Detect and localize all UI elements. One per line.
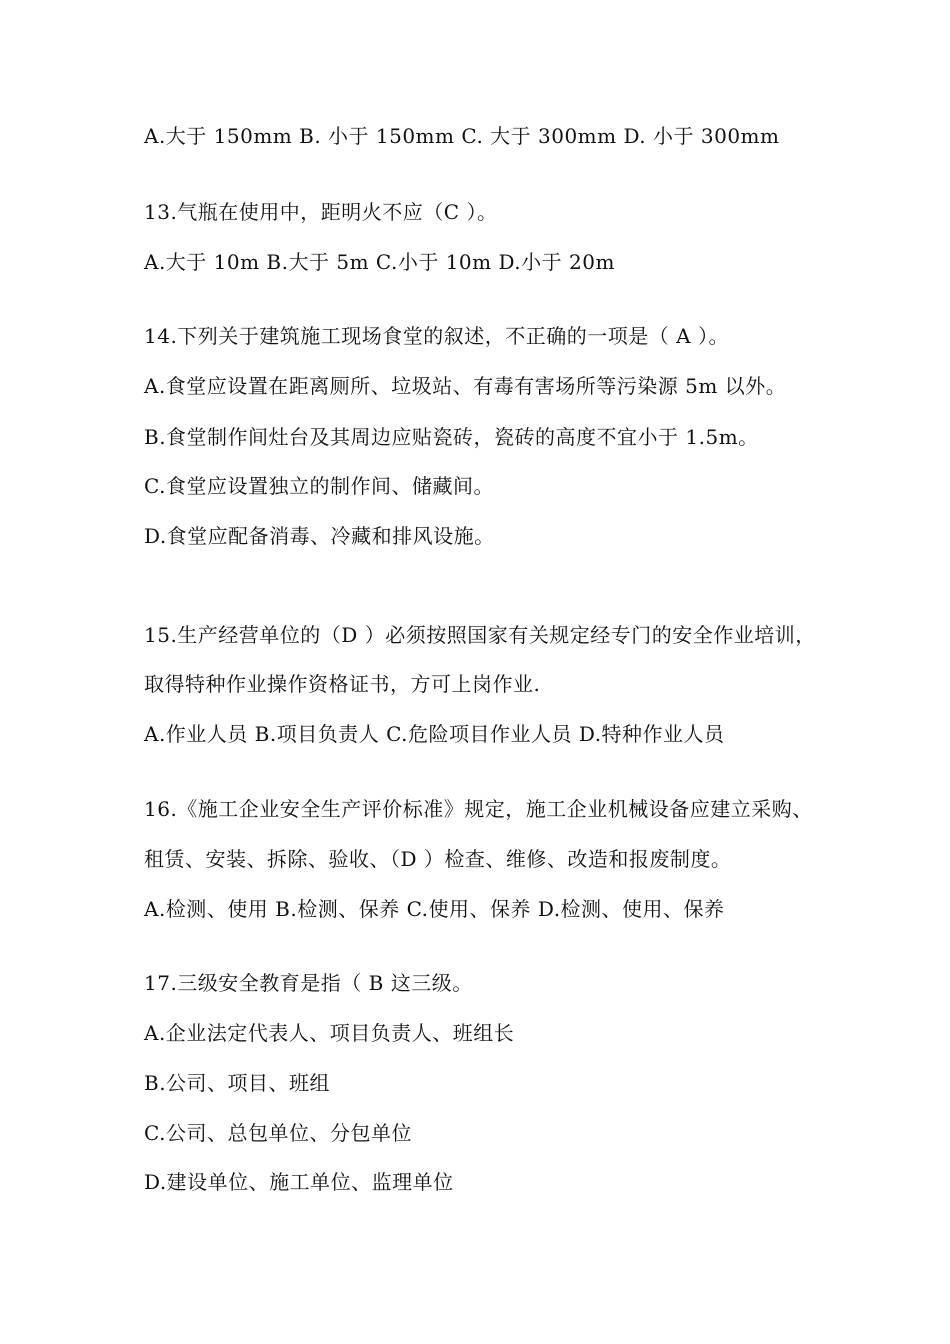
q17-option-d: D.建设单位、施工单位、监理单位 — [144, 1170, 454, 1194]
q14-option-d: D.食堂应配备消毒、冷藏和排风设施。 — [144, 524, 495, 548]
q16-question-line2: 租赁、安装、拆除、验收、（D ）检查、维修、改造和报废制度。 — [144, 847, 732, 871]
q17-option-a: A.企业法定代表人、项目负责人、班组长 — [144, 1021, 515, 1045]
q12-options: A.大于 150mm B. 小于 150mm C. 大于 300mm D. 小于 300mm — [144, 124, 780, 148]
q13-options: A.大于 10m B.大于 5m C.小于 10m D.小于 20m — [144, 250, 615, 274]
q16-question-line1: 16.《施工企业安全生产评价标准》规定，施工企业机械设备应建立采购、 — [144, 797, 813, 821]
q14-option-b: B.食堂制作间灶台及其周边应贴瓷砖，瓷砖的高度不宜小于 1.5m。 — [144, 425, 759, 449]
q13-question: 13.气瓶在使用中，距明火不应（C ）。 — [144, 200, 498, 224]
q14-option-c: C.食堂应设置独立的制作间、储藏间。 — [144, 474, 494, 498]
q16-options: A.检测、使用 B.检测、保养 C.使用、保养 D.检测、使用、保养 — [144, 897, 725, 921]
q15-options: A.作业人员 B.项目负责人 C.危险项目作业人员 D.特种作业人员 — [144, 722, 725, 746]
q14-question: 14.下列关于建筑施工现场食堂的叙述，不正确的一项是（ A ）。 — [144, 324, 729, 348]
q17-question: 17.三级安全教育是指（ B 这三级。 — [144, 971, 473, 995]
q15-question-line1: 15.生产经营单位的（D ）必须按照国家有关规定经专门的安全作业培训， — [144, 623, 816, 647]
q17-option-c: C.公司、总包单位、分包单位 — [144, 1121, 412, 1145]
q14-option-a: A.食堂应设置在距离厕所、垃圾站、有毒有害场所等污染源 5m 以外。 — [144, 374, 787, 398]
q15-question-line2: 取得特种作业操作资格证书，方可上岗作业. — [144, 672, 541, 696]
q17-option-b: B.公司、项目、班组 — [144, 1071, 331, 1095]
